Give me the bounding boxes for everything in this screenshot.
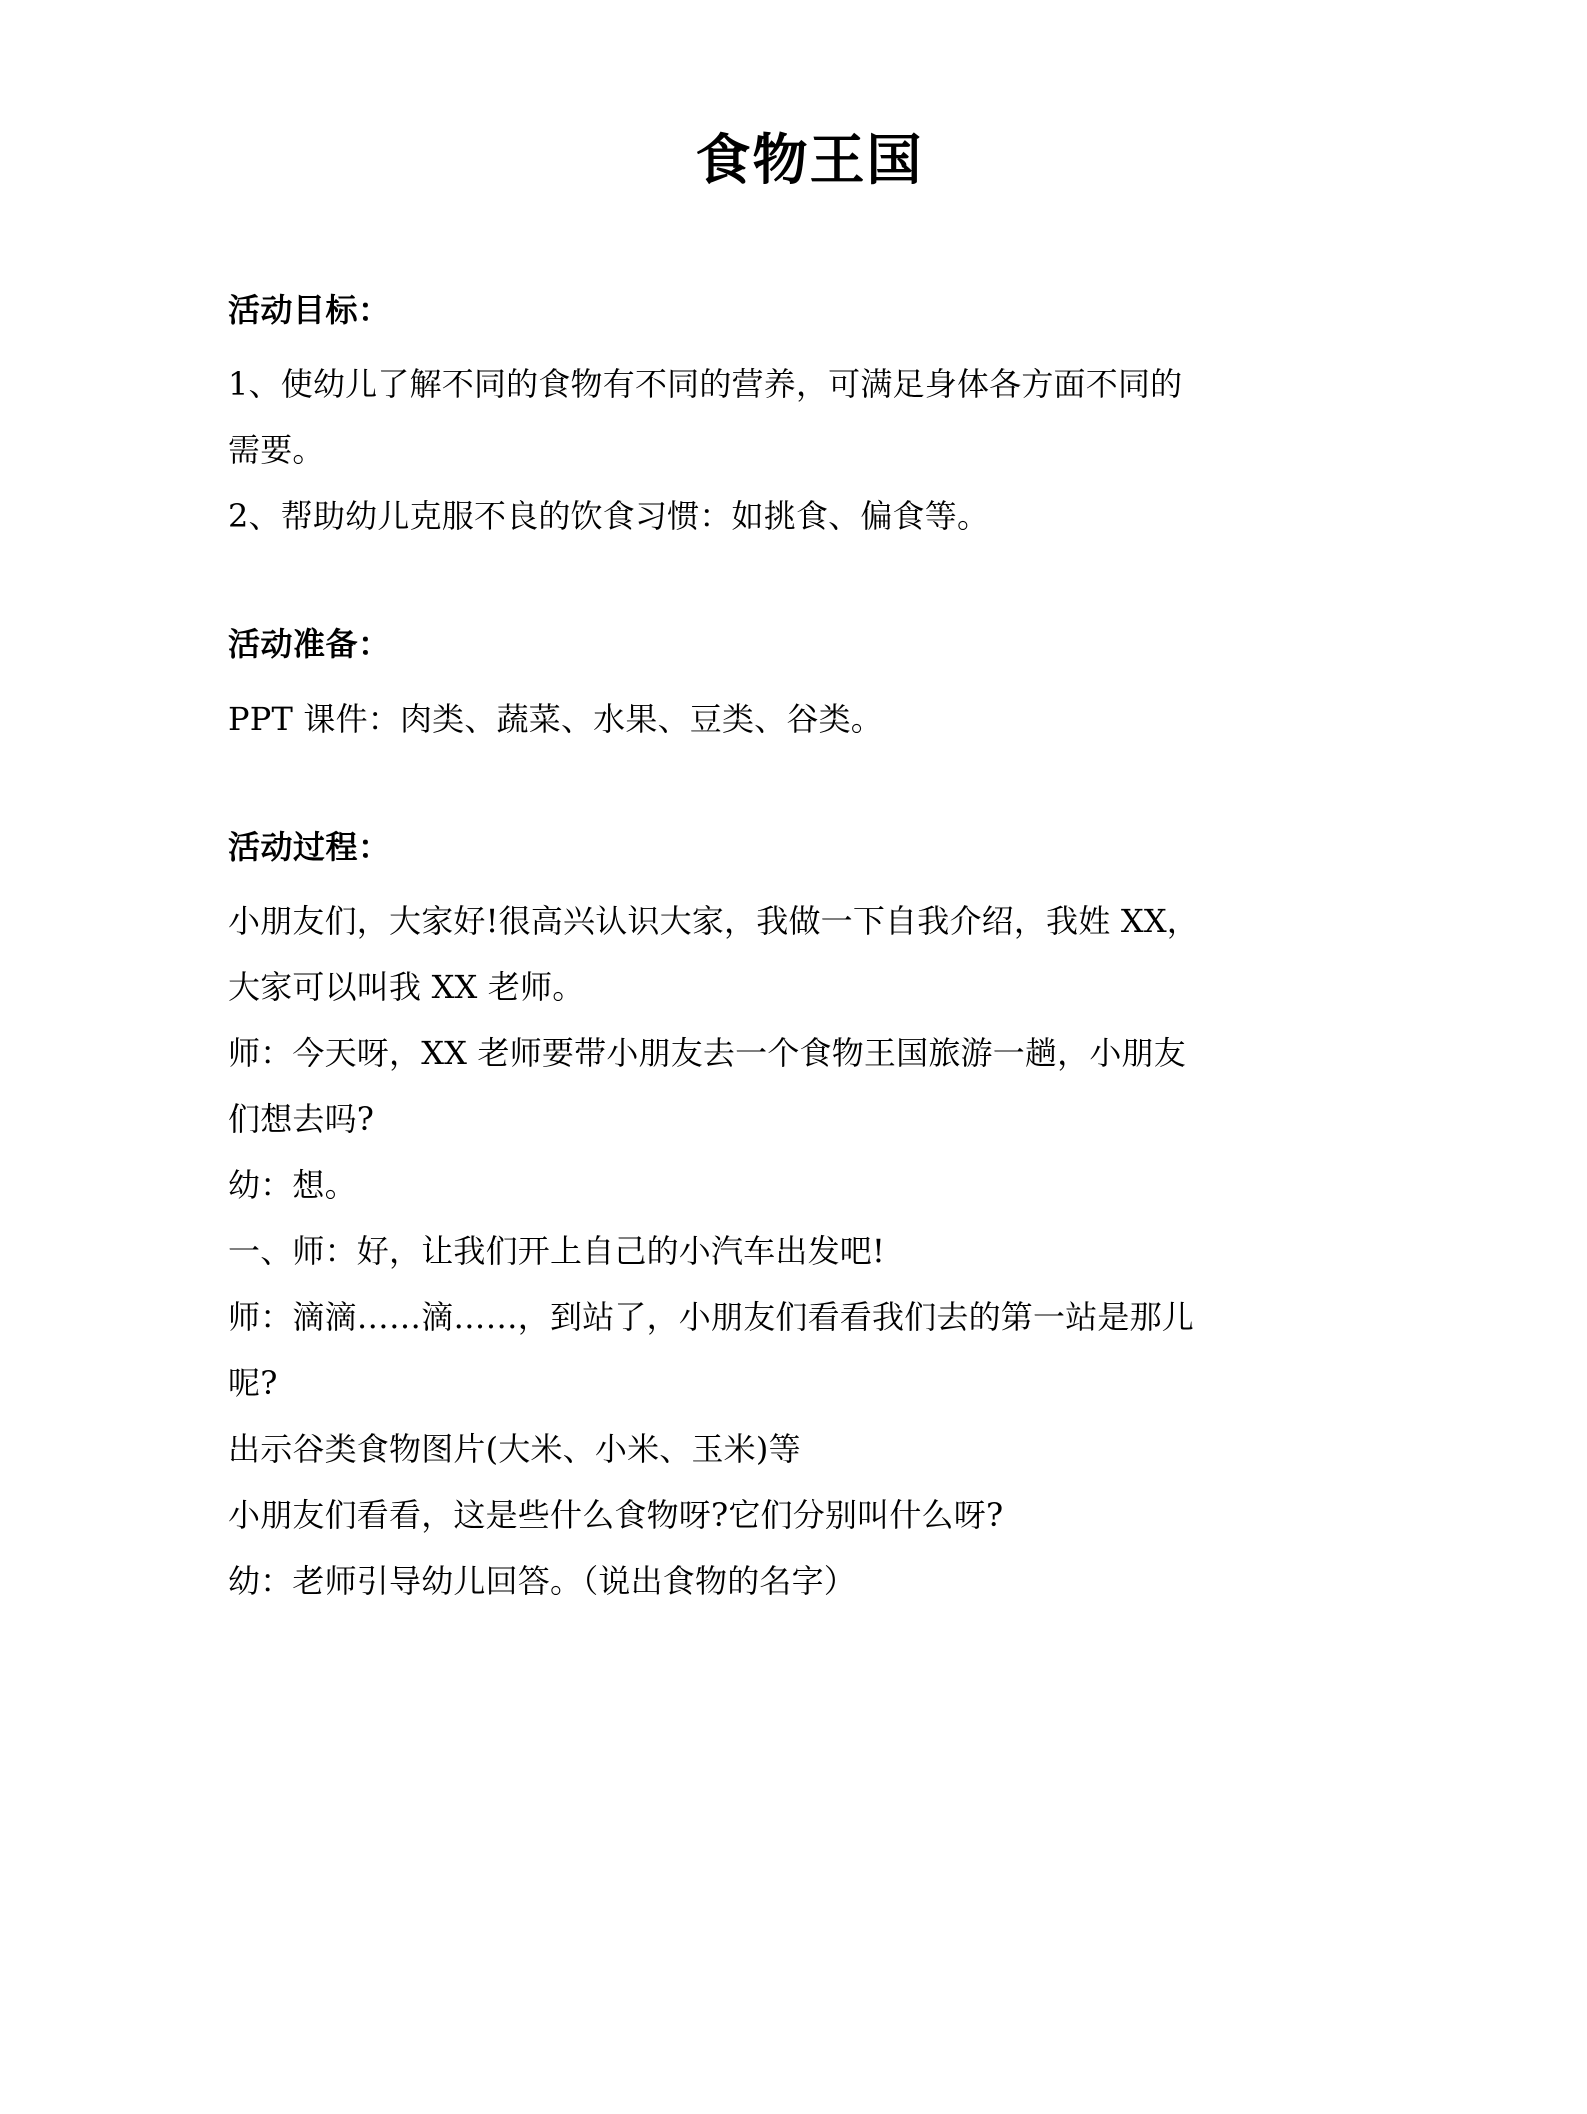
section-activity-goals <box>228 287 1391 549</box>
body-line: 2、帮助幼儿克服不良的饮食习惯：如挑食、偏食等。 <box>228 497 990 536</box>
body-line: 幼：想。 <box>228 1165 357 1204</box>
section-gap <box>228 549 1391 621</box>
body-line: 幼：老师引导幼儿回答。（说出食物的名字） <box>228 1561 857 1600</box>
section-body-activity-process <box>228 888 1391 1614</box>
body-line: 大家可以叫我 XX 老师。 <box>228 967 585 1006</box>
body-line: 出示谷类食物图片(大米、小米、玉米)等 <box>228 1429 801 1468</box>
body-line: 师：滴滴……滴……，到站了，小朋友们看看我们去的第一站是那儿 <box>228 1297 1195 1336</box>
section-activity-preparation <box>228 621 1391 751</box>
page-title: 食物王国 <box>695 127 924 192</box>
body-line: PPT 课件：肉类、蔬菜、水果、豆类、谷类。 <box>228 699 883 738</box>
body-line: 呢? <box>228 1363 278 1402</box>
heading-gap <box>228 870 1391 888</box>
section-gap <box>228 752 1391 824</box>
section-body-activity-preparation <box>228 686 1391 752</box>
heading-gap <box>228 333 1391 351</box>
body-line: 小朋友们，大家好!很高兴认识大家，我做一下自我介绍，我姓 XX， <box>228 901 1199 940</box>
section-body-activity-goals <box>228 351 1391 549</box>
body-line: 师：今天呀，XX 老师要带小朋友去一个食物王国旅游一趟，小朋友 <box>228 1033 1186 1072</box>
body-line: 一、师：好，让我们开上自己的小汽车出发吧! <box>228 1231 886 1270</box>
section-activity-process <box>228 824 1391 1614</box>
title-spacer <box>228 195 1391 287</box>
section-heading-activity-goals: 活动目标： <box>228 290 391 329</box>
section-heading-activity-process: 活动过程： <box>228 827 391 866</box>
heading-gap <box>228 668 1391 686</box>
body-line: 需要。 <box>228 431 325 470</box>
body-line: 小朋友们看看，这是些什么食物呀?它们分别叫什么呀? <box>228 1495 1004 1534</box>
body-line: 1、使幼儿了解不同的食物有不同的营养，可满足身体各方面不同的 <box>228 365 1183 404</box>
body-line: 们想去吗? <box>228 1099 375 1138</box>
section-heading-activity-preparation: 活动准备： <box>228 625 391 664</box>
